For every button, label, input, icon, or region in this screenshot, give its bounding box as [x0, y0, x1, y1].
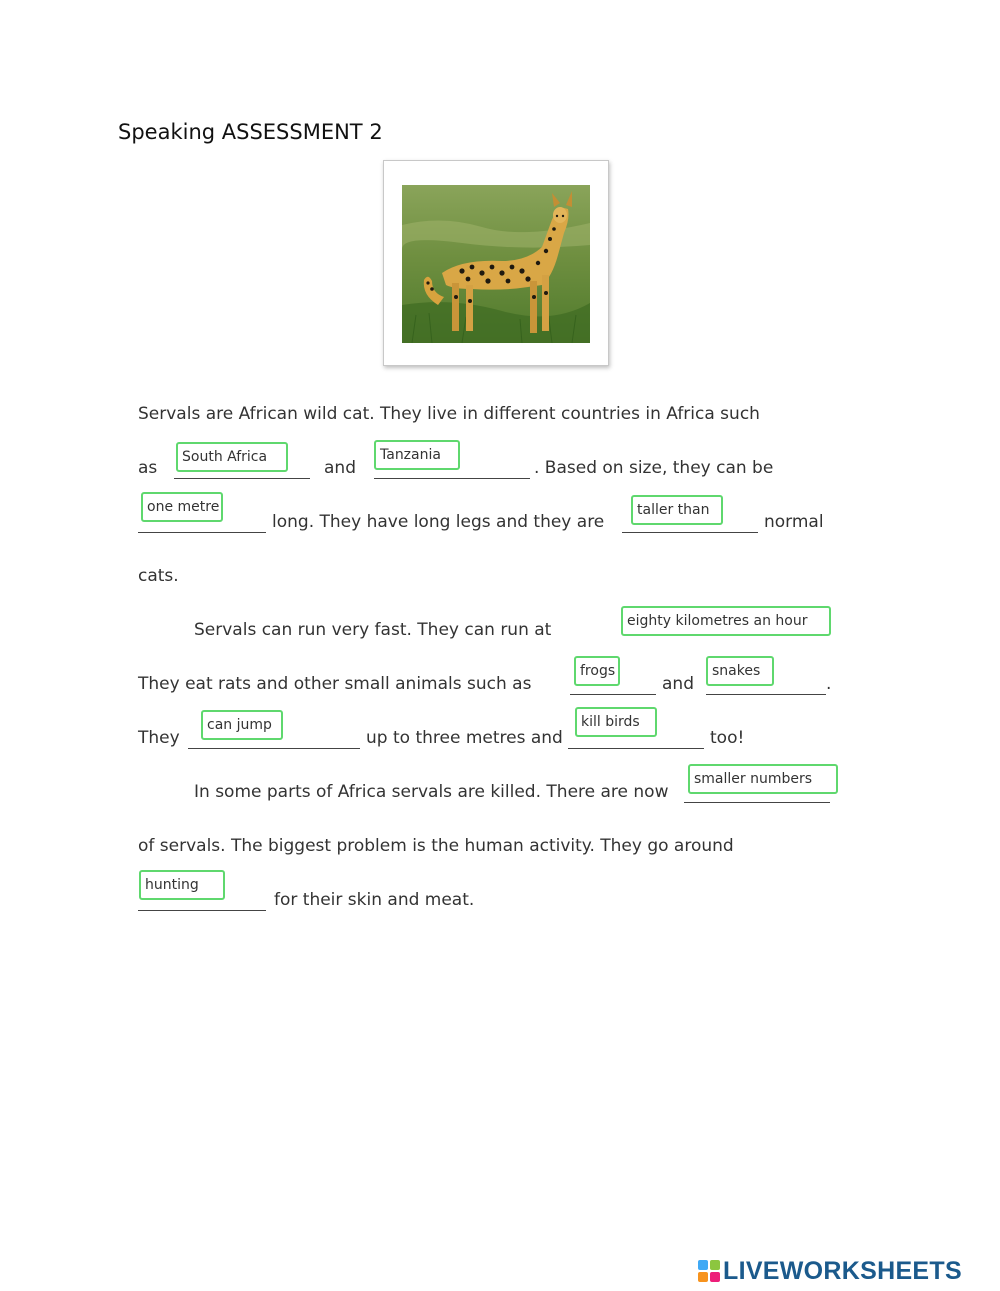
logo-text: LIVEWORKSHEETS — [723, 1256, 962, 1285]
serval-image — [402, 185, 590, 343]
passage-text: They — [138, 728, 180, 748]
logo-icon — [698, 1260, 720, 1282]
passage-text: . — [826, 674, 832, 694]
answer-blank — [570, 694, 656, 695]
answer-blank — [374, 478, 530, 479]
passage-text: Servals are African wild cat. They live in different countries in Africa such — [138, 404, 760, 424]
passage-text: They eat rats and other small animals such as — [138, 674, 532, 694]
answer-field-1[interactable]: South Africa — [176, 442, 288, 472]
answer-blank — [138, 910, 266, 911]
answer-field-9[interactable]: kill birds — [575, 707, 657, 737]
answer-field-4[interactable]: taller than — [631, 495, 723, 525]
passage-text: and — [662, 674, 694, 694]
answer-blank — [174, 478, 310, 479]
answer-field-10[interactable]: smaller numbers — [688, 764, 838, 794]
passage-text: In some parts of Africa servals are killed. There are now — [194, 782, 669, 802]
answer-blank — [622, 532, 758, 533]
passage-text: for their skin and meat. — [274, 890, 475, 910]
passage-text: up to three metres and — [366, 728, 563, 748]
answer-field-8[interactable]: can jump — [201, 710, 283, 740]
passage-line — [138, 396, 830, 436]
answer-field-3[interactable]: one metre — [141, 492, 223, 522]
answer-field-2[interactable]: Tanzania — [374, 440, 460, 470]
passage-text: . Based on size, they can be — [534, 458, 774, 478]
passage-line — [138, 882, 830, 922]
page-title: Speaking ASSESSMENT 2 — [118, 120, 383, 144]
answer-blank — [188, 748, 360, 749]
serval-photo — [383, 160, 609, 366]
answer-field-11[interactable]: hunting — [139, 870, 225, 900]
answer-field-7[interactable]: snakes — [706, 656, 774, 686]
answer-blank — [706, 694, 826, 695]
passage-line — [138, 558, 830, 598]
passage-text: cats. — [138, 566, 179, 586]
passage-text: and — [324, 458, 356, 478]
answer-field-5[interactable]: eighty kilometres an hour — [621, 606, 831, 636]
passage-line — [138, 828, 830, 868]
passage-text: normal — [764, 512, 824, 532]
answer-blank — [684, 802, 830, 803]
passage-line — [138, 504, 830, 544]
passage-text: as — [138, 458, 158, 478]
liveworksheets-logo — [698, 1256, 962, 1286]
answer-blank — [138, 532, 266, 533]
answer-field-6[interactable]: frogs — [574, 656, 620, 686]
passage-text: long. They have long legs and they are — [272, 512, 605, 532]
passage-text: Servals can run very fast. They can run at — [194, 620, 552, 640]
passage-text: too! — [710, 728, 745, 748]
passage-text: of servals. The biggest problem is the human activity. They go around — [138, 836, 734, 856]
answer-blank — [568, 748, 704, 749]
